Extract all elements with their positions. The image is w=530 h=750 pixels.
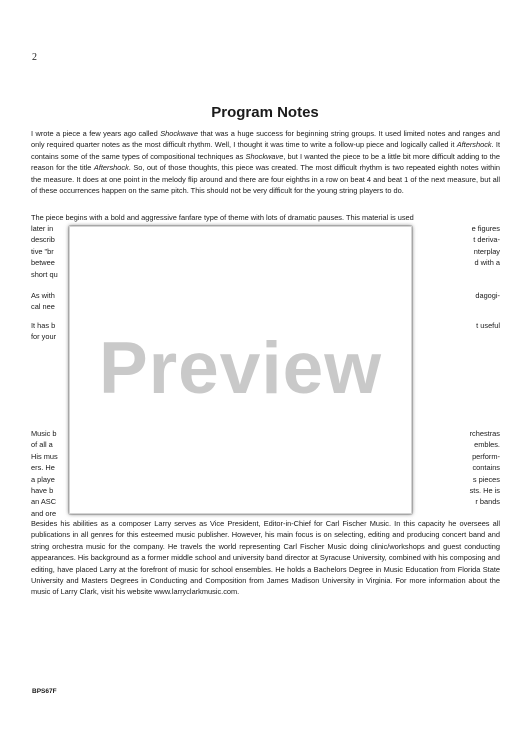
text-fragment-left: tive "br: [31, 246, 54, 256]
text-fragment-right: dagogi-: [475, 291, 500, 300]
text-fragment-left: short qu: [31, 269, 58, 279]
text-fragment-right: contains: [472, 463, 500, 473]
text-fragment-right: embles.: [474, 440, 500, 450]
text-fragment-left: have b: [31, 486, 54, 495]
text-fragment-left: an ASC: [31, 497, 57, 507]
text-fragment-right: rchestras: [469, 429, 500, 438]
preview-watermark-overlay: [69, 226, 412, 514]
text-fragment-right: nterplay: [473, 246, 500, 256]
text-fragment-right: e figures: [471, 224, 500, 233]
page-number: 2: [32, 52, 37, 63]
page-title: Program Notes: [211, 104, 319, 121]
preview-watermark-text: Preview: [99, 328, 382, 409]
text-fragment-right: t deriva-: [473, 235, 500, 245]
paragraph-composer-bio: Besides his abilities as a composer Larry serves as Vice President, Editor-in-Chief for Carl Fischer Music. In this capacity he oversees all publications in all genres for this esteemed music publisher. However, his main focus is on selecting, editing and producing concert band and string orchestra music for the company. He travels the world representing Carl Fischer Music doing clinic/workshops and guest conducting appearances. His background as a former middle school and university band director at Syracuse University, combined with his composing and editing, have placed Larry at the forefront of music for school ensembles. He holds a Bachelors Degree in Music Education from Florida State University and Masters Degrees in Conducting and Composition from James Madison University in Virginia. For more information about the music of Larry Clark, visit his website www.larryclarkmusic.com.: [31, 519, 500, 597]
text-fragment-left: of all a: [31, 440, 53, 450]
text-fragment-left: for your: [31, 332, 57, 342]
text-fragment-left: As with: [31, 291, 55, 300]
text-fragment-right: r bands: [475, 497, 500, 507]
text-fragment-right: d with a: [474, 258, 500, 268]
text-fragment-right: sts. He is: [469, 486, 500, 495]
text-fragment-left: a playe: [31, 474, 55, 484]
text-fragment-left: cal nee: [31, 302, 55, 312]
paragraph-intro: I wrote a piece a few years ago called Shockwave that was a huge success for beginning string groups. It used limited notes and ranges and only required quarter notes as the most difficult rhythm. Well, I thought it was time to write a follow-up piece and logically called it Aftershock. It contains some of the same types of compositional techniques as Shockwave, but I wanted the piece to be a little bit more difficult adding to the reason for the title Aftershock. So, out of those thoughts, this piece was created. The most difficult rhythm is two repeated eighth notes within the measure. It does at one point in the melody flip around and there are four eighths in a row on beat 4 and beat 1 of the next measure, but all of these occurrences happen on the same pitch. This should not be very difficult for the young string players to do.: [31, 129, 500, 196]
paragraph-structure-first-line: The piece begins with a bold and aggressive fanfare type of theme with lots of dramatic pauses. This material is used: [31, 213, 414, 222]
text-fragment-left: ers. He: [31, 463, 55, 473]
text-fragment-left: betwee: [31, 258, 55, 268]
text-fragment-right: s pieces: [472, 474, 500, 484]
text-fragment-left: and ore: [31, 508, 57, 518]
text-fragment-left: later in: [31, 224, 54, 233]
text-fragment-left: Music b: [31, 429, 57, 438]
text-fragment-right: t useful: [476, 321, 500, 330]
catalog-code: BPS67F: [32, 688, 57, 695]
text-fragment-left: describ: [31, 235, 55, 245]
text-fragment-right: perform-: [472, 451, 500, 461]
text-fragment-left: It has b: [31, 321, 56, 330]
text-fragment-left: His mus: [31, 451, 58, 461]
